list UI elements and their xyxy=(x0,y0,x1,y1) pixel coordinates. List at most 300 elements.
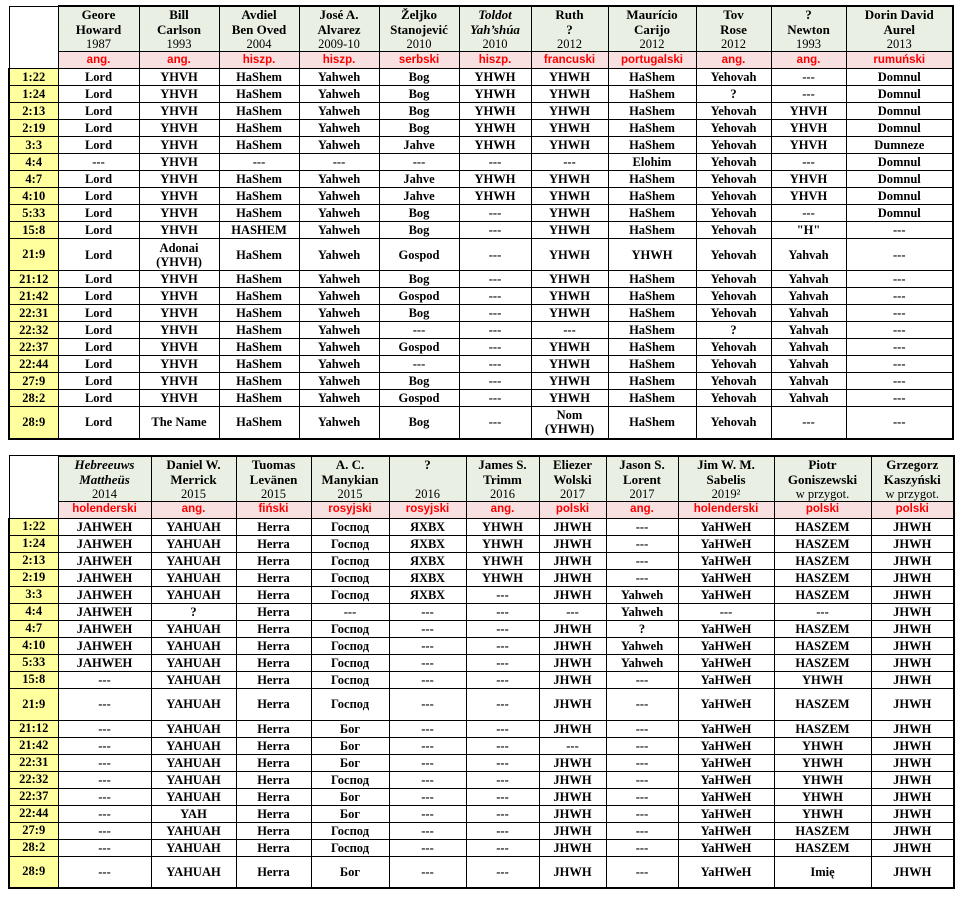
rendering-cell: HaShem xyxy=(219,86,299,103)
rendering-cell: --- xyxy=(771,86,846,103)
rendering-cell: Господ xyxy=(311,654,389,671)
translator-header-cell xyxy=(379,6,459,52)
translator-name-line2: Kaszyński xyxy=(883,471,941,487)
rendering-cell: --- xyxy=(389,688,466,720)
rendering-cell: JHWH xyxy=(871,737,954,754)
translator-name-line2: Merrick xyxy=(170,471,217,487)
table-row xyxy=(9,271,953,288)
rendering-cell: --- xyxy=(389,839,466,856)
rendering-cell: YHWH xyxy=(459,120,531,137)
rendering-cell: JHWH xyxy=(539,518,606,535)
translator-name-line1: Jim W. M. xyxy=(697,456,755,472)
translator-name-line1: Jason S. xyxy=(619,456,665,472)
rendering-cell: HaShem xyxy=(219,288,299,305)
rendering-cell: Domnul xyxy=(846,69,953,86)
translation-comparison-table-bottom xyxy=(8,455,955,890)
verse-ref-cell: 4:4 xyxy=(9,603,58,620)
rendering-cell: JHWH xyxy=(539,552,606,569)
language-cell: portugalski xyxy=(608,52,696,69)
rendering-cell: HASZEM xyxy=(774,637,871,654)
rendering-cell: HaShem xyxy=(608,322,696,339)
rendering-cell: Yahvah xyxy=(771,288,846,305)
verse-ref-cell: 21:42 xyxy=(9,288,58,305)
rendering-cell: YaHWeH xyxy=(678,737,774,754)
rendering-cell: HaShem xyxy=(219,373,299,390)
rendering-cell: Господ xyxy=(311,586,389,603)
rendering-cell: HaShem xyxy=(219,137,299,154)
rendering-cell: YHWH xyxy=(774,771,871,788)
rendering-cell: --- xyxy=(466,788,539,805)
rendering-cell: Herra xyxy=(236,569,311,586)
rendering-cell: YHWH xyxy=(531,271,608,288)
rendering-cell: HASZEM xyxy=(774,535,871,552)
verse-ref-cell: 21:12 xyxy=(9,271,58,288)
translator-name-line1: Hebreeuws xyxy=(74,456,135,472)
rendering-cell: YHWH xyxy=(459,69,531,86)
rendering-cell: --- xyxy=(846,390,953,407)
language-cell: rosyjski xyxy=(389,501,466,518)
language-cell: hiszp. xyxy=(459,52,531,69)
rendering-cell: Господ xyxy=(311,620,389,637)
rendering-cell: Yehovah xyxy=(696,305,771,322)
corner-cell xyxy=(9,456,58,519)
rendering-cell: Yahweh xyxy=(299,137,379,154)
rendering-cell: --- xyxy=(466,754,539,771)
translator-name-line2: Carlson xyxy=(156,22,202,37)
translation-comparison-table-top xyxy=(8,5,954,440)
rendering-cell: HaShem xyxy=(608,305,696,322)
translator-name-line1: Dorin David xyxy=(864,7,934,22)
table-row xyxy=(9,356,953,373)
rendering-cell: JHWH xyxy=(539,754,606,771)
rendering-cell: Herra xyxy=(236,688,311,720)
rendering-cell: Yahweh xyxy=(299,171,379,188)
verse-ref-cell: 15:8 xyxy=(9,671,58,688)
table-row xyxy=(9,552,954,569)
rendering-cell: Господ xyxy=(311,822,389,839)
table-row xyxy=(9,637,954,654)
rendering-cell: YAHUAH xyxy=(151,720,236,737)
table-row xyxy=(9,720,954,737)
table-row xyxy=(9,188,953,205)
rendering-cell: Bog xyxy=(379,86,459,103)
verse-ref-cell: 4:7 xyxy=(9,171,58,188)
table-row xyxy=(9,305,953,322)
rendering-cell: YAHUAH xyxy=(151,552,236,569)
translation-year: 1993 xyxy=(796,37,821,51)
rendering-cell: YHWH xyxy=(531,69,608,86)
rendering-cell: YHVH xyxy=(139,205,219,222)
rendering-cell: Herra xyxy=(236,552,311,569)
translation-year: w przygot. xyxy=(885,486,939,501)
translation-year: 2004 xyxy=(246,37,272,51)
verse-ref-cell: 2:13 xyxy=(9,103,58,120)
rendering-cell: YAHUAH xyxy=(151,671,236,688)
rendering-cell: --- xyxy=(846,407,953,439)
rendering-cell: HaShem xyxy=(608,407,696,439)
rendering-cell: --- xyxy=(606,856,678,888)
translation-year: 1987 xyxy=(86,37,111,51)
verse-ref-cell: 22:32 xyxy=(9,771,58,788)
translator-header-cell xyxy=(58,6,139,52)
rendering-cell: YAHUAH xyxy=(151,535,236,552)
rendering-cell: --- xyxy=(606,839,678,856)
translation-year: 2015 xyxy=(181,486,206,501)
table-row xyxy=(9,654,954,671)
rendering-cell: JAHWEH xyxy=(58,552,151,569)
verse-ref-cell: 22:31 xyxy=(9,305,58,322)
translator-header-cell xyxy=(236,456,311,502)
language-cell: rumuński xyxy=(846,52,953,69)
rendering-cell: --- xyxy=(389,771,466,788)
rendering-cell: Господ xyxy=(311,671,389,688)
language-cell: ang. xyxy=(58,52,139,69)
rendering-cell: YHVH xyxy=(139,171,219,188)
translator-header-cell xyxy=(771,6,846,52)
rendering-cell: YHWH xyxy=(459,171,531,188)
table-row xyxy=(9,788,954,805)
rendering-cell: YAHUAH xyxy=(151,586,236,603)
rendering-cell: Elohim xyxy=(608,154,696,171)
translator-header-cell xyxy=(608,6,696,52)
translator-name-line1: Tov xyxy=(723,7,744,22)
rendering-cell: YaHWeH xyxy=(678,822,774,839)
rendering-cell: Yahweh xyxy=(299,305,379,322)
rendering-cell: YAHUAH xyxy=(151,637,236,654)
rendering-cell: YAHUAH xyxy=(151,822,236,839)
translation-year: w przygot. xyxy=(795,486,850,501)
rendering-cell: ЯХВХ xyxy=(389,518,466,535)
translator-name-line2: Carijo xyxy=(633,22,671,37)
verse-ref-cell: 3:3 xyxy=(9,586,58,603)
language-cell: ang. xyxy=(151,501,236,518)
rendering-cell: JHWH xyxy=(539,771,606,788)
rendering-cell: JHWH xyxy=(539,654,606,671)
rendering-cell: Herra xyxy=(236,737,311,754)
rendering-cell: --- xyxy=(58,822,151,839)
translator-name-line2: Howard xyxy=(75,22,122,37)
rendering-cell: ЯХВХ xyxy=(389,535,466,552)
table-row xyxy=(9,805,954,822)
rendering-cell: YHWH xyxy=(466,518,539,535)
rendering-cell: HaShem xyxy=(608,171,696,188)
rendering-cell: YHWH xyxy=(774,737,871,754)
rendering-cell: Yahweh xyxy=(299,188,379,205)
translation-year: 2017 xyxy=(560,486,585,501)
rendering-cell: Lord xyxy=(58,390,139,407)
translation-year: 2012 xyxy=(557,37,582,51)
rendering-cell: Jahve xyxy=(379,188,459,205)
corner-cell xyxy=(9,6,58,69)
verse-ref-cell: 1:22 xyxy=(9,69,58,86)
language-cell: polski xyxy=(774,501,871,518)
table-row xyxy=(9,518,954,535)
rendering-cell: --- xyxy=(466,603,539,620)
rendering-cell: --- xyxy=(389,637,466,654)
rendering-cell: Господ xyxy=(311,771,389,788)
language-cell: rosyjski xyxy=(311,501,389,518)
rendering-cell: JHWH xyxy=(871,671,954,688)
rendering-cell: HASZEM xyxy=(774,569,871,586)
rendering-cell: YaHWeH xyxy=(678,586,774,603)
rendering-cell: --- xyxy=(466,586,539,603)
rendering-cell: YHWH xyxy=(774,805,871,822)
rendering-cell: JAHWEH xyxy=(58,654,151,671)
rendering-cell: YHWH xyxy=(466,552,539,569)
rendering-cell: Adonai (YHVH) xyxy=(139,239,219,271)
rendering-cell: HaShem xyxy=(608,69,696,86)
translator-name-line2: Goniszewski xyxy=(787,471,858,487)
rendering-cell: YHWH xyxy=(531,373,608,390)
rendering-cell: HaShem xyxy=(219,171,299,188)
rendering-cell: Yehovah xyxy=(696,171,771,188)
rendering-cell: JAHWEH xyxy=(58,637,151,654)
rendering-cell: HaShem xyxy=(219,271,299,288)
rendering-cell: HaShem xyxy=(608,137,696,154)
translator-name-line2: Trimm xyxy=(483,471,522,487)
rendering-cell: HASZEM xyxy=(774,552,871,569)
rendering-cell: Yahvah xyxy=(771,390,846,407)
language-cell: fiński xyxy=(236,501,311,518)
rendering-cell: YHVH xyxy=(139,339,219,356)
rendering-cell: YAHUAH xyxy=(151,688,236,720)
translator-name-line1: Daniel W. xyxy=(166,456,221,472)
rendering-cell: --- xyxy=(459,373,531,390)
rendering-cell: Yahweh xyxy=(299,120,379,137)
rendering-cell: --- xyxy=(389,603,466,620)
rendering-cell: Бог xyxy=(311,720,389,737)
rendering-cell: HaShem xyxy=(608,120,696,137)
rendering-cell: Yahweh xyxy=(299,288,379,305)
translation-year: 2017 xyxy=(629,486,655,501)
rendering-cell: YHWH xyxy=(774,754,871,771)
table-row xyxy=(9,407,953,439)
rendering-cell: Lord xyxy=(58,288,139,305)
rendering-cell: Herra xyxy=(236,620,311,637)
rendering-cell: ЯХВХ xyxy=(389,586,466,603)
verse-ref-cell: 21:12 xyxy=(9,720,58,737)
rendering-cell: JHWH xyxy=(539,822,606,839)
rendering-cell: --- xyxy=(389,754,466,771)
rendering-cell: Yahvah xyxy=(771,356,846,373)
rendering-cell: JHWH xyxy=(539,569,606,586)
translator-name-line2: Rose xyxy=(720,22,747,37)
rendering-cell: HaShem xyxy=(219,356,299,373)
translator-header-cell xyxy=(58,456,151,502)
rendering-cell: --- xyxy=(58,839,151,856)
rendering-cell: --- xyxy=(466,839,539,856)
rendering-cell: --- xyxy=(58,771,151,788)
table-row xyxy=(9,688,954,720)
rendering-cell: JHWH xyxy=(871,788,954,805)
rendering-cell: Herra xyxy=(236,535,311,552)
rendering-cell: --- xyxy=(606,688,678,720)
rendering-cell: YHVH xyxy=(139,288,219,305)
rendering-cell: YaHWeH xyxy=(678,552,774,569)
rendering-cell: Herra xyxy=(236,788,311,805)
rendering-cell: Herra xyxy=(236,856,311,888)
rendering-cell: --- xyxy=(389,620,466,637)
rendering-cell: YAHUAH xyxy=(151,518,236,535)
verse-ref-cell: 15:8 xyxy=(9,222,58,239)
rendering-cell: HaShem xyxy=(608,86,696,103)
rendering-cell: Yahweh xyxy=(606,603,678,620)
language-cell: hiszp. xyxy=(219,52,299,69)
translator-name-line1: ? xyxy=(805,7,812,22)
rendering-cell: Yehovah xyxy=(696,288,771,305)
rendering-cell: YHWH xyxy=(531,239,608,271)
translation-year: 2010 xyxy=(482,37,508,51)
rendering-cell: YHVH xyxy=(139,322,219,339)
rendering-cell: JHWH xyxy=(871,856,954,888)
translation-year: 1993 xyxy=(166,37,192,51)
rendering-cell: ? xyxy=(696,322,771,339)
rendering-cell: Yahweh xyxy=(299,322,379,339)
table-row xyxy=(9,620,954,637)
translation-year: 2016 xyxy=(415,486,440,501)
rendering-cell: Yahweh xyxy=(299,339,379,356)
translation-year: 2010 xyxy=(406,37,432,51)
language-cell: holenderski xyxy=(678,501,774,518)
rendering-cell: HASZEM xyxy=(774,822,871,839)
rendering-cell: Gospod xyxy=(379,339,459,356)
translator-name-line1: Toldot xyxy=(478,7,512,22)
rendering-cell: HaShem xyxy=(219,239,299,271)
rendering-cell: Yahweh xyxy=(606,637,678,654)
rendering-cell: YaHWeH xyxy=(678,839,774,856)
rendering-cell: --- xyxy=(58,737,151,754)
rendering-cell: --- xyxy=(466,637,539,654)
verse-ref-cell: 21:42 xyxy=(9,737,58,754)
translator-name-line2: Levänen xyxy=(249,471,298,487)
translation-year: 2019² xyxy=(711,486,741,501)
rendering-cell: HASZEM xyxy=(774,720,871,737)
rendering-cell: YaHWeH xyxy=(678,720,774,737)
rendering-cell: Yehovah xyxy=(696,120,771,137)
rendering-cell: Lord xyxy=(58,271,139,288)
rendering-cell: ? xyxy=(606,620,678,637)
translator-header-cell xyxy=(531,6,608,52)
rendering-cell: YHVH xyxy=(139,103,219,120)
rendering-cell: Lord xyxy=(58,407,139,439)
translator-header-cell xyxy=(871,456,954,502)
rendering-cell: Herra xyxy=(236,671,311,688)
rendering-cell: YaHWeH xyxy=(678,688,774,720)
rendering-cell: YHWH xyxy=(531,120,608,137)
rendering-cell: --- xyxy=(459,154,531,171)
rendering-cell: Lord xyxy=(58,305,139,322)
rendering-cell: Lord xyxy=(58,322,139,339)
rendering-cell: HASZEM xyxy=(774,620,871,637)
rendering-cell: HaShem xyxy=(608,390,696,407)
rendering-cell: --- xyxy=(389,856,466,888)
rendering-cell: Yahweh xyxy=(299,239,379,271)
rendering-cell: Yahweh xyxy=(299,222,379,239)
rendering-cell: JHWH xyxy=(539,535,606,552)
rendering-cell: Yahweh xyxy=(299,103,379,120)
rendering-cell: YHVH xyxy=(139,373,219,390)
rendering-cell: YAHUAH xyxy=(151,788,236,805)
rendering-cell: Bog xyxy=(379,120,459,137)
translator-name-line2 xyxy=(392,472,464,487)
rendering-cell: Бог xyxy=(311,788,389,805)
rendering-cell: Yahvah xyxy=(771,239,846,271)
rendering-cell: YHVH xyxy=(771,188,846,205)
translator-header-cell xyxy=(311,456,389,502)
translator-name-line1: José A. xyxy=(319,7,359,22)
language-cell: ang. xyxy=(771,52,846,69)
rendering-cell: HASZEM xyxy=(774,688,871,720)
rendering-cell: Bog xyxy=(379,407,459,439)
translator-name-line1: Ruth xyxy=(555,7,584,22)
rendering-cell: --- xyxy=(846,222,953,239)
translator-header-cell xyxy=(606,456,678,502)
rendering-cell: YHWH xyxy=(466,569,539,586)
translator-name-line2: Mattheüs xyxy=(79,471,130,487)
rendering-cell: --- xyxy=(389,671,466,688)
translator-name-line1: Piotr xyxy=(808,456,837,472)
rendering-cell: YaHWeH xyxy=(678,856,774,888)
rendering-cell: YaHWeH xyxy=(678,535,774,552)
rendering-cell: HaShem xyxy=(608,188,696,205)
rendering-cell: JHWH xyxy=(871,586,954,603)
verse-ref-cell: 3:3 xyxy=(9,137,58,154)
rendering-cell: --- xyxy=(466,822,539,839)
rendering-cell: Gospod xyxy=(379,239,459,271)
rendering-cell: The Name xyxy=(139,407,219,439)
rendering-cell: Господ xyxy=(311,688,389,720)
rendering-cell: Lord xyxy=(58,205,139,222)
rendering-cell: HaShem xyxy=(219,188,299,205)
rendering-cell: Yahweh xyxy=(299,205,379,222)
rendering-cell: YHWH xyxy=(531,339,608,356)
table-row xyxy=(9,222,953,239)
rendering-cell: HaShem xyxy=(219,407,299,439)
rendering-cell: YHWH xyxy=(531,86,608,103)
translation-year: 2014 xyxy=(92,486,117,501)
verse-ref-cell: 21:9 xyxy=(9,688,58,720)
rendering-cell: HaShem xyxy=(608,339,696,356)
rendering-cell: Yehovah xyxy=(696,103,771,120)
translator-name-line2: Alvarez xyxy=(317,22,361,37)
rendering-cell: --- xyxy=(606,720,678,737)
rendering-cell: YHWH xyxy=(774,671,871,688)
rendering-cell: Yahvah xyxy=(771,271,846,288)
translation-year: 2012 xyxy=(639,37,665,51)
rendering-cell: JHWH xyxy=(871,839,954,856)
rendering-cell: HaShem xyxy=(219,69,299,86)
rendering-cell: --- xyxy=(846,322,953,339)
rendering-cell: JHWH xyxy=(539,788,606,805)
translator-name-line2: Newton xyxy=(787,22,830,37)
rendering-cell: JHWH xyxy=(871,771,954,788)
rendering-cell: --- xyxy=(539,603,606,620)
table-row xyxy=(9,288,953,305)
verse-ref-cell: 21:9 xyxy=(9,239,58,271)
table-row xyxy=(9,390,953,407)
rendering-cell: HASZEM xyxy=(774,518,871,535)
verse-ref-cell: 28:2 xyxy=(9,390,58,407)
rendering-cell: JHWH xyxy=(871,552,954,569)
translator-name-line1: Geore xyxy=(81,7,116,22)
table-row xyxy=(9,69,953,86)
rendering-cell: Lord xyxy=(58,137,139,154)
rendering-cell: Бог xyxy=(311,805,389,822)
rendering-cell: Herra xyxy=(236,771,311,788)
rendering-cell: YHWH xyxy=(531,305,608,322)
translation-year: 2015 xyxy=(261,486,286,501)
rendering-cell: --- xyxy=(459,390,531,407)
